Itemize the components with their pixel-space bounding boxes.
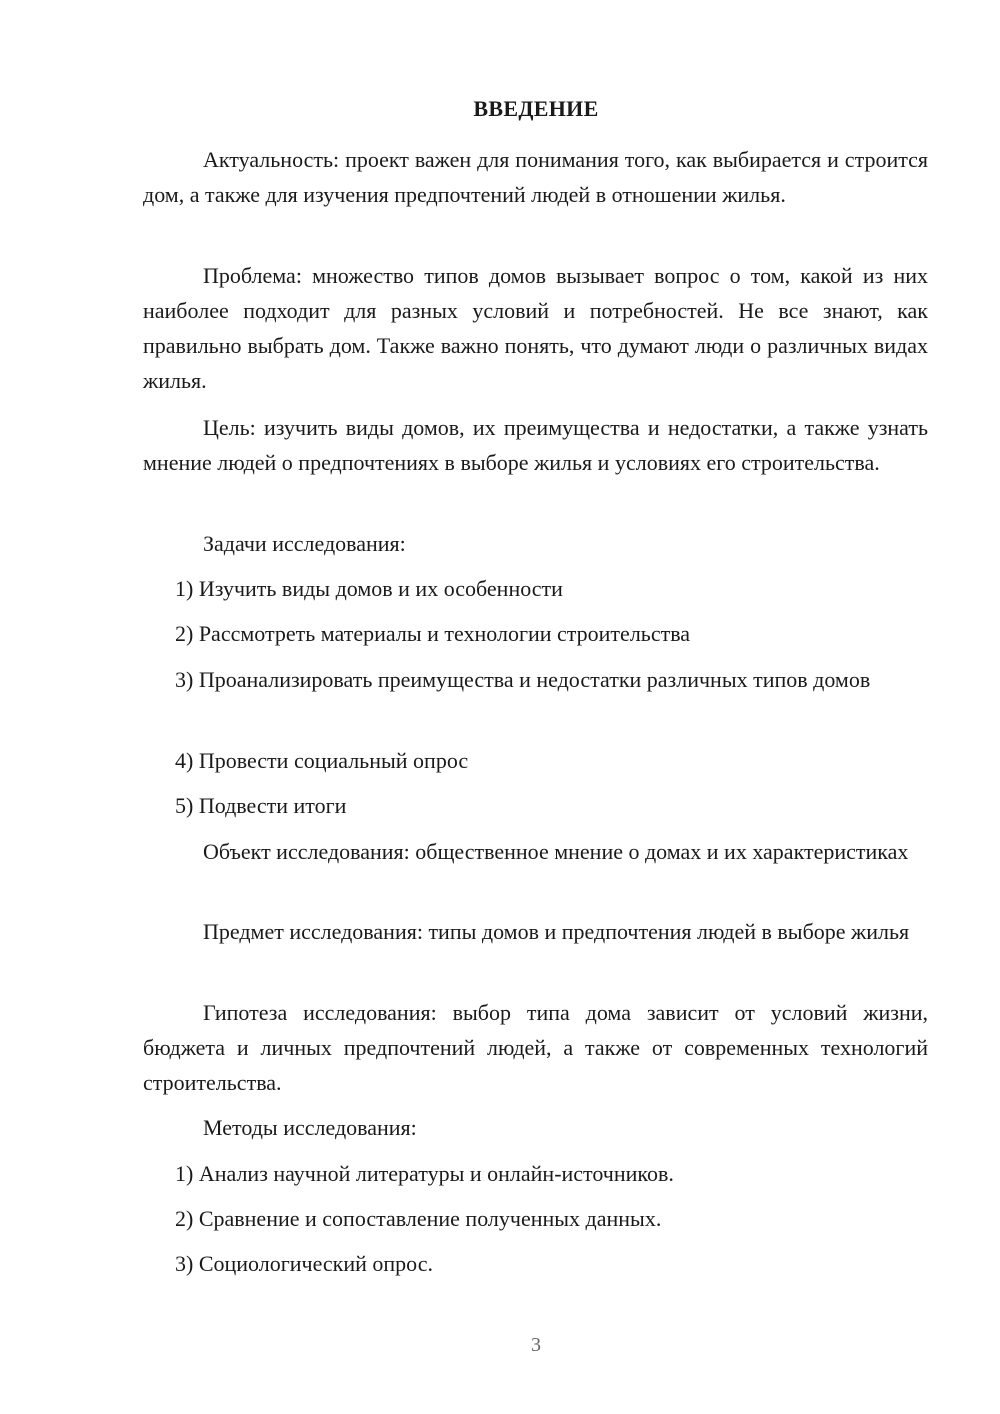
page-title: ВВЕДЕНИЕ [473, 96, 599, 121]
task-item-3: 3) Проанализировать преимущества и недостатки различных типов домов [175, 667, 871, 692]
method-item-3: 3) Социологический опрос. [175, 1251, 433, 1276]
task-item-5: 5) Подвести итоги [175, 793, 347, 818]
tasks-heading: Задачи исследования: [203, 531, 406, 556]
task-item-2: 2) Рассмотреть материалы и технологии строительства [175, 621, 691, 646]
object-paragraph: Объект исследования: общественное мнение о домах и их характеристиках [203, 839, 909, 864]
problem-paragraph: Проблема: множество типов домов вызывает вопрос о том, какой из них наиболее подходит для разных условий и потребностей. Не все знают, как правильно выбрать дом. Также важно понять, что думают люди о различных видах жилья. [143, 263, 928, 393]
hypothesis-paragraph: Гипотеза исследования: выбор типа дома зависит от условий жизни, бюджета и личных предпочтений людей, а также от современных технологий строительства. [143, 1000, 928, 1095]
relevance-paragraph: Актуальность: проект важен для понимания того, как выбирается и строится дом, а также для изучения предпочтений людей в отношении жилья. [143, 147, 928, 207]
page-number: 3 [531, 1334, 541, 1356]
task-item-1: 1) Изучить виды домов и их особенности [175, 576, 563, 601]
goal-paragraph: Цель: изучить виды домов, их преимущества и недостатки, а также узнать мнение людей о предпочтениях в выборе жилья и условиях его строительства. [143, 415, 928, 475]
task-item-4: 4) Провести социальный опрос [175, 748, 469, 773]
method-item-1: 1) Анализ научной литературы и онлайн-источников. [175, 1161, 674, 1186]
subject-paragraph: Предмет исследования: типы домов и предпочтения людей в выборе жилья [203, 919, 910, 944]
method-item-2: 2) Сравнение и сопоставление полученных данных. [175, 1206, 662, 1231]
methods-heading: Методы исследования: [203, 1115, 417, 1140]
